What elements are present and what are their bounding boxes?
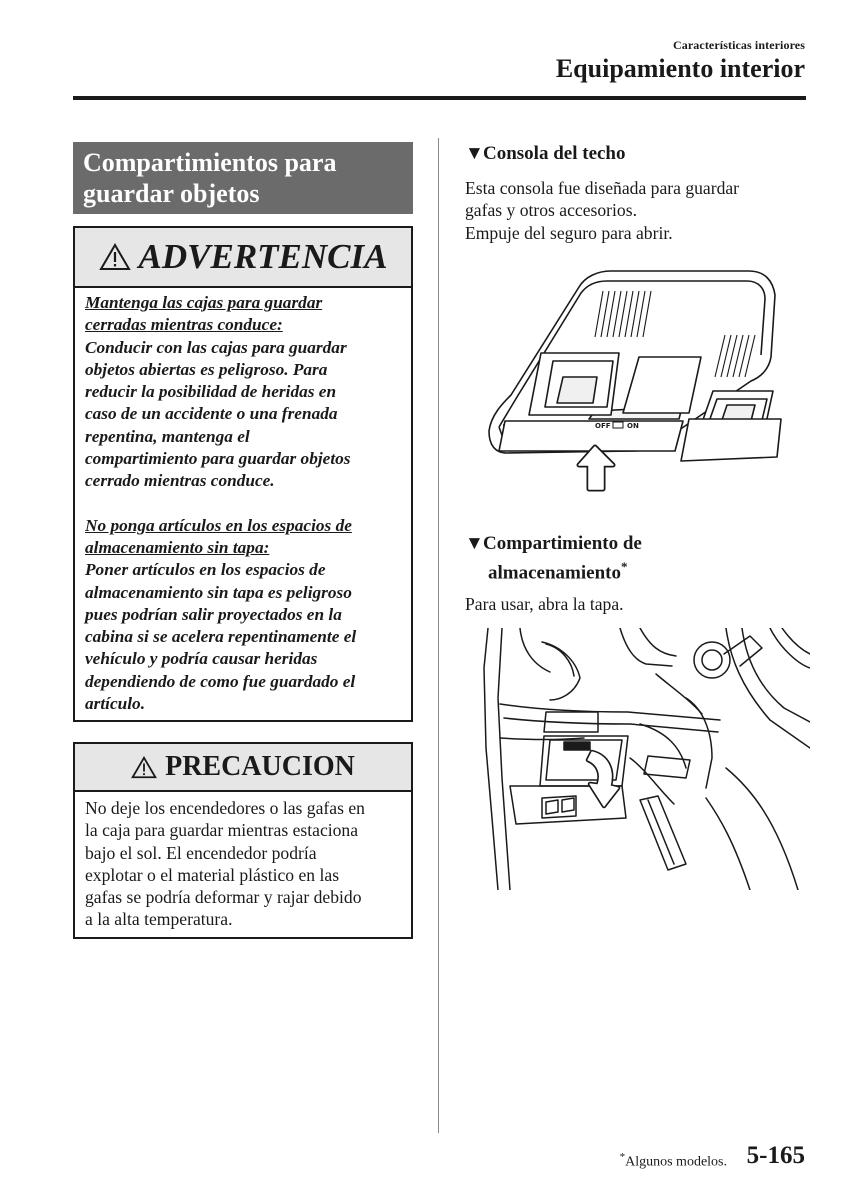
warning-item-title: almacenamiento sin tapa:	[85, 537, 270, 557]
warning-item-text: caso de un accidente o una frenada	[85, 404, 338, 424]
caution-text-line: bajo el sol. El encendedor podría	[85, 842, 317, 863]
warning-item-text: cabina si se acelera repentinamente el	[85, 627, 357, 647]
storage-description: Para usar, abra la tapa.	[465, 594, 624, 614]
footnote-text: Algunos modelos.	[625, 1154, 727, 1170]
warning-item-text: vehículo y podría causar heridas	[85, 649, 318, 669]
caution-text-line: No deje los encendedores o las gafas en	[85, 798, 365, 818]
storage-heading	[465, 532, 642, 584]
caution-box	[73, 742, 413, 939]
overhead-console-illustration	[485, 265, 785, 497]
warning-header	[75, 228, 411, 288]
caution-text-line: la caja para guardar mientras estaciona	[85, 820, 359, 841]
chapter-label: Características interiores	[673, 38, 805, 52]
storage-compartment-illustration	[480, 628, 810, 890]
section-title-line: Compartimientos para	[83, 148, 337, 177]
triangle-marker-icon: ▼	[465, 533, 484, 554]
caution-triangle-icon	[131, 756, 157, 779]
warning-item-text: artículo.	[85, 694, 146, 714]
caution-text-line: a la alta temperatura.	[85, 909, 233, 930]
warning-item-text: Poner artículos en los espacios de	[85, 560, 326, 580]
warning-item-text: objetos abiertas es peligroso. Para	[85, 359, 328, 379]
console-heading	[465, 142, 626, 165]
warning-item-text: repentina, mantenga el	[85, 426, 250, 446]
warning-item-text: almacenamiento sin tapa es peligroso	[85, 582, 352, 602]
caution-heading: PRECAUCION	[165, 751, 355, 782]
warning-item-title: No ponga artículos en los espacios de	[85, 515, 352, 535]
console-heading-text: Consola del techo	[483, 143, 626, 164]
page-title: Equipamiento interior	[555, 54, 805, 83]
console-switch-on-label: ON	[627, 422, 639, 430]
warning-item-text: cerrado mientras conduce.	[85, 471, 275, 491]
console-text-line: Esta consola fue diseñada para guardar	[465, 178, 740, 198]
triangle-marker-icon: ▼	[465, 143, 484, 164]
footnote-mark: *	[619, 1151, 626, 1163]
caution-header	[75, 744, 411, 792]
warning-box	[73, 226, 413, 722]
console-description	[465, 177, 739, 244]
page-number: 5-165	[746, 1142, 805, 1169]
caution-body	[85, 797, 405, 931]
section-title	[73, 142, 413, 214]
warning-triangle-icon	[99, 243, 131, 271]
warning-item-title: Mantenga las cajas para guardar	[85, 293, 323, 312]
warning-item-text: compartimiento para guardar objetos	[85, 449, 351, 469]
storage-heading-line: Compartimiento de	[483, 533, 642, 554]
asterisk-mark: *	[620, 559, 628, 574]
warning-item-text: pues podrían salir proyectados en la	[85, 604, 342, 624]
warning-heading: ADVERTENCIA	[138, 237, 388, 276]
console-text-line: Empuje del seguro para abrir.	[465, 222, 673, 243]
section-title-line: guardar objetos	[83, 179, 260, 208]
warning-item-text: Conducir con las cajas para guardar	[85, 337, 347, 357]
footnote	[620, 1151, 727, 1171]
console-switch-off-label: OFF	[595, 422, 611, 430]
caution-text-line: explotar o el material plástico en las	[85, 864, 340, 885]
warning-item-text: reducir la posibilidad de heridas en	[85, 382, 337, 402]
console-text-line: gafas y otros accesorios.	[465, 200, 637, 221]
caution-text-line: gafas se podría deformar y rajar debido	[85, 887, 362, 908]
warning-body	[85, 292, 405, 715]
header-rule	[73, 96, 806, 100]
storage-heading-line: almacenamiento	[488, 562, 621, 584]
warning-item-text: dependiendo de como fue guardado el	[85, 671, 356, 691]
column-divider	[438, 138, 439, 1133]
warning-item-title: cerradas mientras conduce:	[85, 315, 283, 335]
